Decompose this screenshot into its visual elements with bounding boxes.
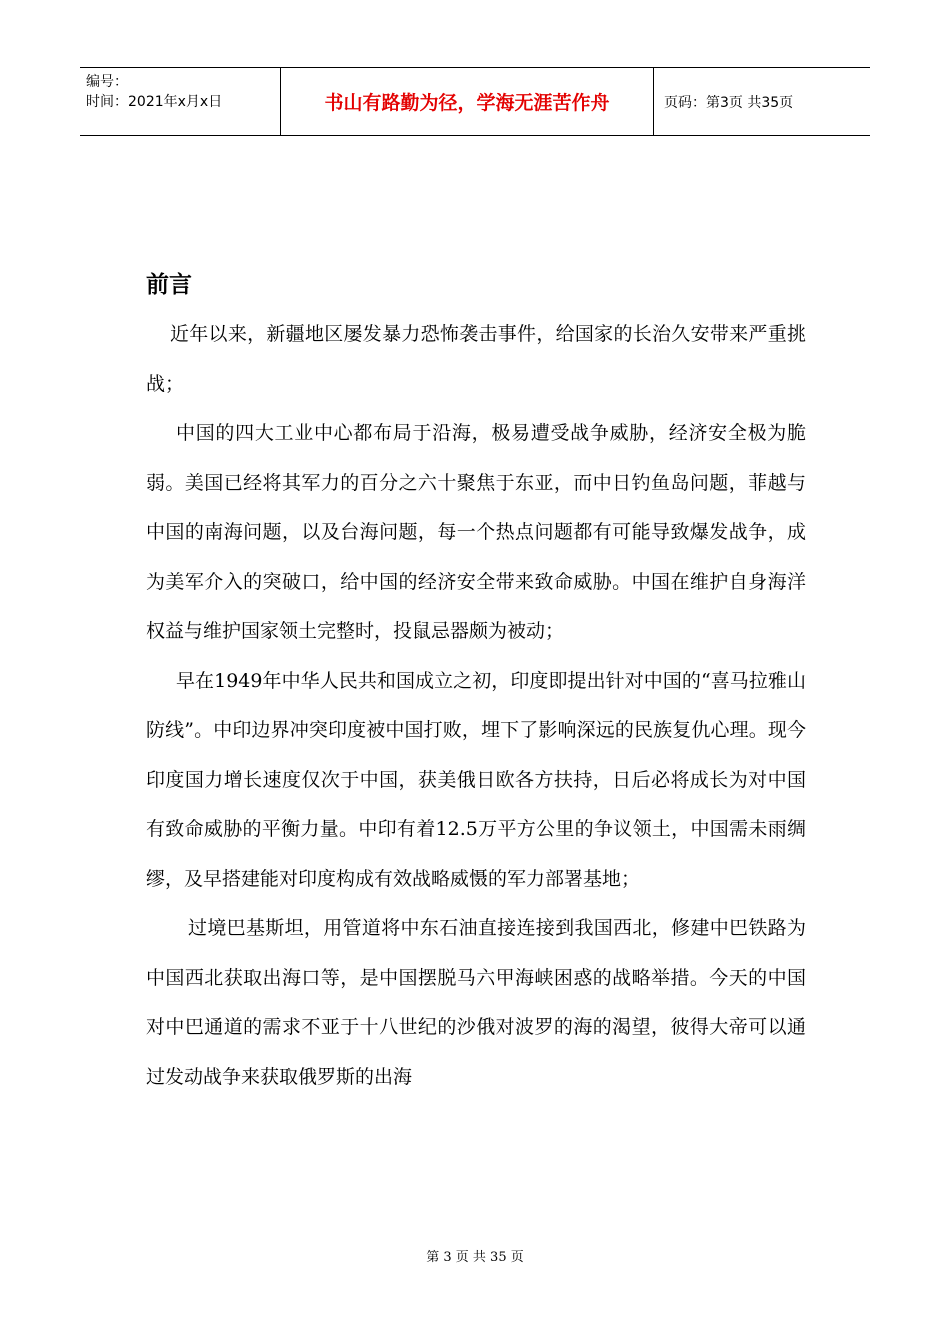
paragraph-4: 过境巴基斯坦，用管道将中东石油直接连接到我国西北，修建中巴铁路为中国西北获取出海口等，是中国摆脱马六甲海峡困惑的战略举措。今天的中国对中巴通道的需求不亚于十八世纪的沙俄对波罗的海的渴望，彼得大帝可以通过发动战争来获取俄罗斯的出海	[146, 917, 806, 1088]
number-label: 编号：	[86, 74, 128, 90]
page-footer: 第 3 页 共 35 页	[426, 1250, 524, 1265]
header-motto: 书山有路勤为径，学海无涯苦作舟	[280, 68, 654, 135]
page-header	[80, 67, 870, 136]
section-heading: 前言	[146, 271, 192, 298]
paragraph-3: 早在1949年中华人民共和国成立之初，印度即提出针对中国的“喜马拉雅山防线”。中印边界冲突印度被中国打败，埋下了影响深远的民族复仇心理。现今印度国力增长速度仅次于中国，获美俄日欧各方扶持，日后必将成长为对中国有致命威胁的平衡力量。中印有着12.5万平方公里的争议领土，中国需未雨绸缪，及早搭建能对印度构成有效战略威慑的军力部署基地；	[146, 669, 806, 890]
header-page-info: 页码：第3页 共35页	[664, 94, 794, 111]
paragraph-2: 中国的四大工业中心都布局于沿海，极易遭受战争威胁，经济安全极为脆弱。美国已经将其军力的百分之六十聚焦于东亚，而中日钓鱼岛问题，菲越与中国的南海问题，以及台海问题，每一个热点问题都有可能导致爆发战争，成为美军介入的突破口，给中国的经济安全带来致命威胁。中国在维护自身海洋权益与维护国家领土完整时，投鼠忌器颇为被动；	[146, 422, 806, 642]
paragraph-1: 近年以来，新疆地区屡发暴力恐怖袭击事件，给国家的长治久安带来严重挑战；	[146, 323, 806, 395]
body-text	[146, 310, 806, 1102]
time-label: 时间：2021年x月x日	[86, 94, 223, 110]
header-meta	[80, 68, 280, 135]
